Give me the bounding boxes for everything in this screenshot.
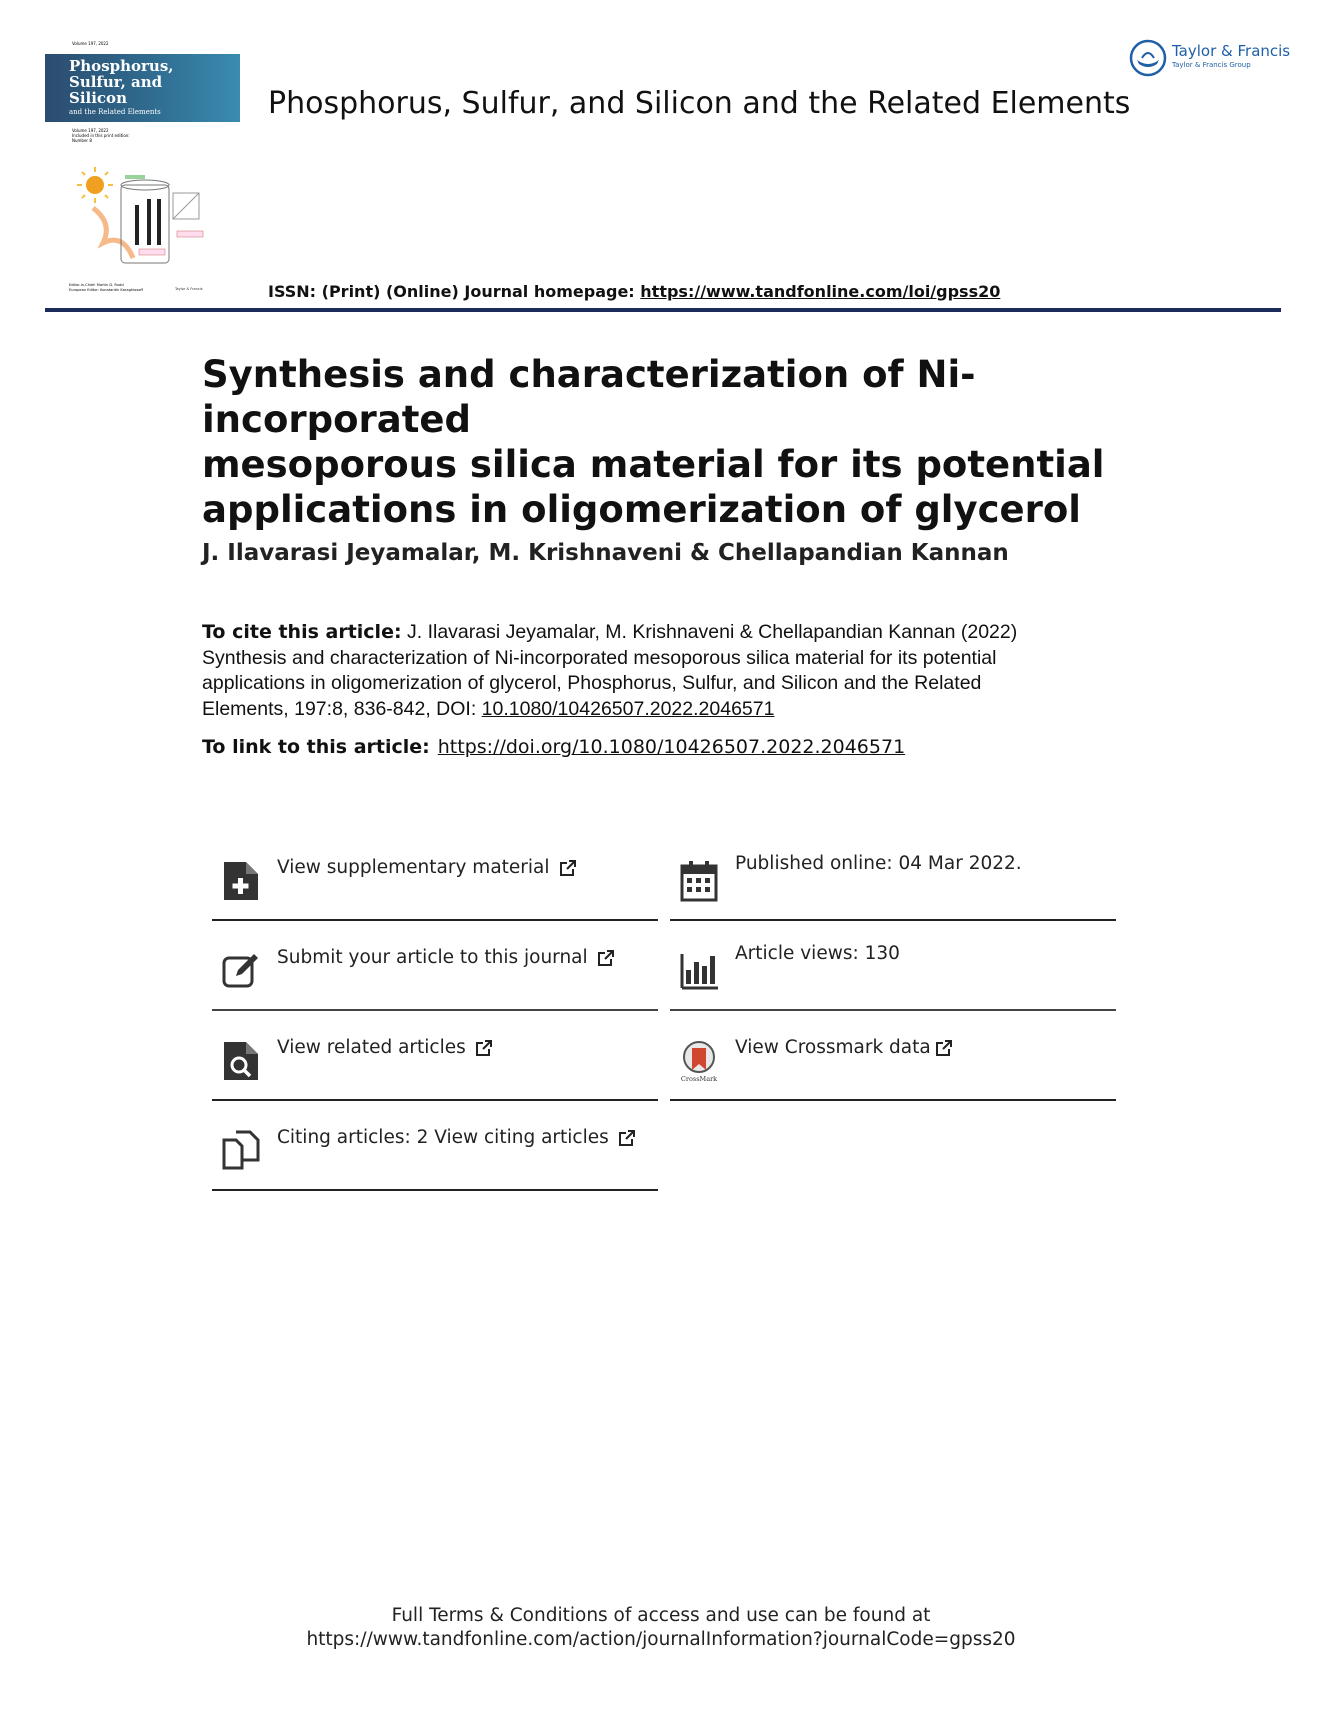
journal-cover-thumbnail (45, 38, 240, 303)
info-divider (670, 1009, 1116, 1011)
submit-article-link[interactable] (212, 928, 658, 1016)
cover-subtitle: and the Related Elements (69, 108, 161, 116)
view-supplementary-material-link[interactable] (212, 838, 658, 926)
external-link-icon (474, 1038, 494, 1058)
doi-link[interactable]: 10.1080/10426507.2022.2046571 (481, 697, 775, 720)
external-link-icon (617, 1128, 637, 1148)
journal-title: Phosphorus, Sulfur, and Silicon and the Related Elements (268, 86, 1131, 121)
edit-icon (222, 950, 260, 992)
submit-label: Submit your article to this journal (277, 947, 588, 968)
footer-terms-url[interactable]: https://www.tandfonline.com/action/journalInformation?journalCode=gpss20 (306, 1629, 1016, 1650)
cover-illustration (73, 163, 233, 278)
citing-articles-link[interactable] (212, 1108, 658, 1196)
publisher-name: Taylor & Francis (1172, 42, 1291, 60)
publisher-group: Taylor & Francis Group (1172, 61, 1251, 69)
cite-text-line-2: Synthesis and characterization of Ni-incorporated mesoporous silica material for its potential (202, 646, 997, 669)
copy-documents-icon (222, 1130, 260, 1172)
article-views-info (670, 928, 1116, 1016)
article-doi-url-link[interactable]: https://doi.org/10.1080/10426507.2022.2046571 (437, 736, 906, 758)
header-divider (45, 308, 1281, 312)
external-link-icon (596, 948, 616, 968)
external-link-icon (558, 858, 578, 878)
journal-homepage-link[interactable]: https://www.tandfonline.com/loi/gpss20 (640, 282, 1001, 301)
document-search-icon (222, 1040, 260, 1082)
published-date: Published online: 04 Mar 2022. (735, 853, 1022, 874)
cite-text-line-3: applications in oligomerization of glycerol, Phosphorus, Sulfur, and Silicon and the Related (202, 672, 982, 694)
footer-terms (0, 1604, 1322, 1652)
external-link-icon (934, 1038, 954, 1058)
article-authors: J. Ilavarasi Jeyamalar, M. Krishnaveni & Chellapandian Kannan (202, 540, 1009, 566)
calendar-icon (680, 860, 718, 902)
bar-chart-icon (680, 950, 718, 992)
info-divider (212, 1009, 658, 1011)
info-divider (212, 1189, 658, 1191)
citing-label: Citing articles: 2 View citing articles (277, 1127, 609, 1148)
crossmark-icon (680, 1040, 718, 1082)
article-views: Article views: 130 (735, 943, 900, 964)
cover-title: Phosphorus, Sulfur, and Silicon (69, 57, 174, 107)
issn-line (268, 282, 1000, 301)
view-crossmark-link[interactable] (670, 1018, 1116, 1106)
cite-text-line-1: J. Ilavarasi Jeyamalar, M. Krishnaveni & Chellapandian Kannan (2022) (406, 621, 1018, 643)
cover-editors: Editor-in-Chief: Martin D. Rudd European Editor: Konstantin Karaghiosoff (69, 283, 143, 292)
supplementary-label: View supplementary material (277, 857, 550, 878)
cite-text-line-4: Elements, 197:8, 836-842, DOI: (202, 697, 482, 720)
cite-label: To cite this article: (202, 621, 402, 643)
cover-issue-info: Volume 197, 2022 Included in this print edition: Number 8 (72, 128, 130, 143)
article-title: Synthesis and characterization of Ni-incorporated mesoporous silica material for its potential applications in oligomerization of glycerol (202, 353, 1105, 531)
related-label: View related articles (277, 1037, 466, 1058)
issn-label: ISSN: (Print) (Online) Journal homepage: (268, 282, 641, 301)
info-divider (212, 1099, 658, 1101)
cover-publisher: Taylor & Francis (175, 287, 203, 291)
view-related-articles-link[interactable] (212, 1018, 658, 1106)
footer-line-1: Full Terms & Conditions of access and use can be found at (391, 1605, 931, 1626)
crossmark-label: View Crossmark data (735, 1037, 931, 1058)
crossmark-logo-text: CrossMark (680, 1075, 718, 1082)
article-link-line (202, 736, 905, 758)
file-plus-icon (222, 860, 260, 902)
citation-block (202, 620, 1102, 722)
link-label: To link to this article: (202, 736, 430, 758)
cover-volume-line: Volume 197, 2022 (72, 41, 109, 46)
info-divider (212, 919, 658, 921)
published-online-info (670, 838, 1116, 926)
info-divider (670, 1099, 1116, 1101)
info-divider (670, 919, 1116, 921)
taylor-francis-logo-icon (1128, 38, 1168, 78)
